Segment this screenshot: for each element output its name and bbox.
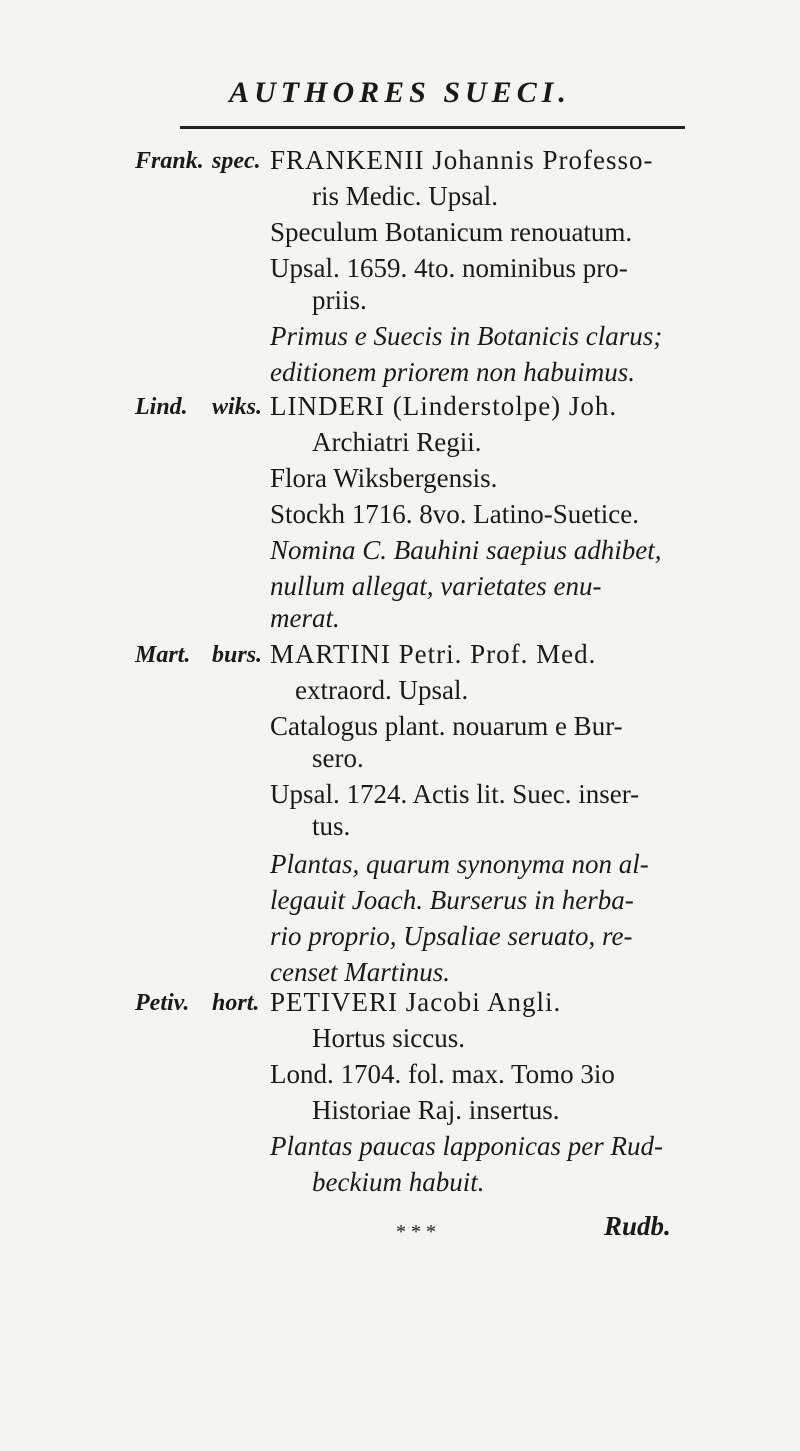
entry-siglum: Lind. xyxy=(135,394,188,420)
entry-line: MARTINI Petri. Prof. Med. xyxy=(270,639,597,669)
entry-line: nullum allegat, varietates enu- xyxy=(270,571,602,601)
entry-line: tus. xyxy=(312,811,351,841)
entry-line: Primus e Suecis in Botanicis clarus; xyxy=(270,321,663,351)
entry-line: Nomina C. Bauhini saepius adhibet, xyxy=(270,535,662,565)
entry-abbrev: spec. xyxy=(212,148,261,174)
entry-line: Catalogus plant. nouarum e Bur- xyxy=(270,711,623,741)
entry-line: Upsal. 1724. Actis lit. Suec. inser- xyxy=(270,779,640,809)
entry-siglum: Frank. xyxy=(135,148,204,174)
entry-siglum: Mart. xyxy=(135,642,191,668)
entry-line: merat. xyxy=(270,603,340,633)
running-title: AUTHORES SUECI. xyxy=(229,76,571,109)
entry-line: Upsal. 1659. 4to. nominibus pro- xyxy=(270,253,628,283)
entry-line: Flora Wiksbergensis. xyxy=(270,463,498,493)
entry-abbrev: wiks. xyxy=(212,394,263,420)
footer-asterisks: * * * xyxy=(396,1221,436,1243)
entry-line: Historiae Raj. insertus. xyxy=(312,1095,560,1125)
entry-line: editionem priorem non habuimus. xyxy=(270,357,635,387)
entry-line: Hortus siccus. xyxy=(312,1023,465,1053)
entry-line: PETIVERI Jacobi Angli. xyxy=(270,987,562,1017)
entry-line: extraord. Upsal. xyxy=(295,675,469,705)
entry-line: Lond. 1704. fol. max. Tomo 3io xyxy=(270,1059,615,1089)
entry-siglum: Petiv. xyxy=(135,990,190,1016)
header-rule xyxy=(180,126,685,129)
entry-line: beckium habuit. xyxy=(312,1167,485,1197)
entry-line: Plantas, quarum synonyma non al- xyxy=(270,849,649,879)
entry-line: Archiatri Regii. xyxy=(312,427,482,457)
entry-line: rio proprio, Upsaliae seruato, re- xyxy=(270,921,633,951)
entry-line: censet Martinus. xyxy=(270,957,450,987)
entry-line: priis. xyxy=(312,285,367,315)
catchword: Rudb. xyxy=(604,1211,671,1241)
entry-line: Stockh 1716. 8vo. Latino-Suetice. xyxy=(270,499,639,529)
entry-line: legauit Joach. Burserus in herba- xyxy=(270,885,634,915)
entry-abbrev: burs. xyxy=(212,642,263,668)
entry-line: FRANKENII Johannis Professo- xyxy=(270,145,654,175)
entry-line: LINDERI (Linderstolpe) Joh. xyxy=(270,391,618,421)
entry-abbrev: hort. xyxy=(212,990,260,1016)
entry-line: Speculum Botanicum renouatum. xyxy=(270,217,633,247)
entry-line: sero. xyxy=(312,743,364,773)
entry-line: Plantas paucas lapponicas per Rud- xyxy=(270,1131,663,1161)
entry-line: ris Medic. Upsal. xyxy=(312,181,498,211)
